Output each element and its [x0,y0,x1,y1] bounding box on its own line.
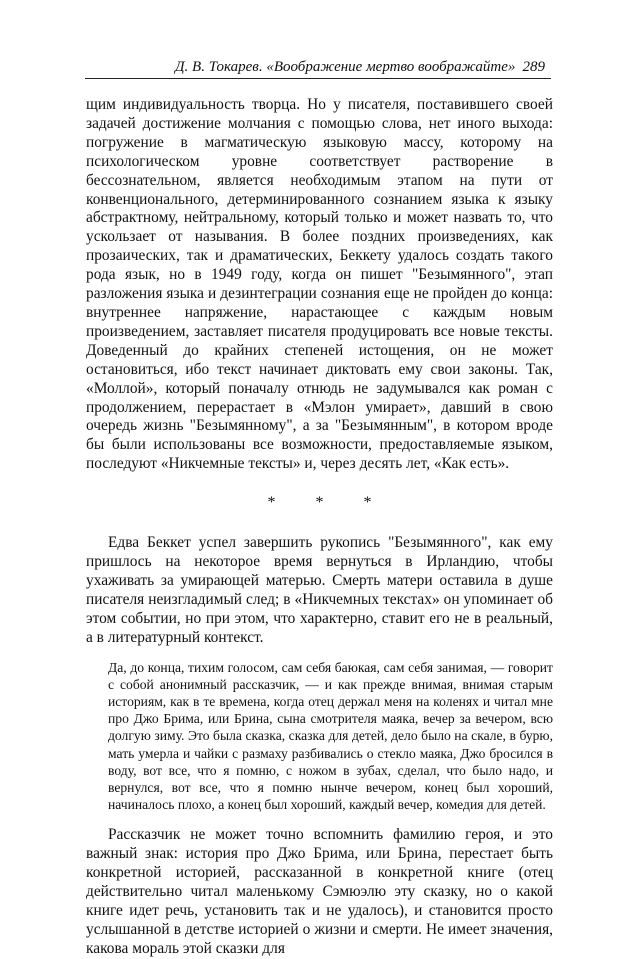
page-number: 289 [522,59,545,75]
paragraph-2: Едва Беккет успел завершить рукопись "Безымянного", как ему пришлось на некоторое время вернуться в Ирландию, чтобы ухаживать за умирающей матерью. Смерть матери оставила в душе писателя неизгладимый след; в «Никчемных текстах» он упоминает об этом событии, но при этом, что характерно, ставит его не в реальный, а в литературный контекст. [86,534,553,646]
block-quote: Да, до конца, тихим голосом, сам себя баюкая, сам себя занимая, — говорит с собой анонимный рассказчик, — и как прежде внимая, внимая старым историям, как в те времена, когда отец держал меня на коленях и читал мне про Джо Брима, или Брина, сына смотрителя маяка, вечер за вечером, всю долгую зиму. Это была сказка, сказка для детей, дело было на скале, в бурю, мать умерла и чайки с размаху разбивались о стекло маяка, Джо бросился в воду, вот все, что я помню, с ножом в зубах, сделал, что было надо, и вернулся, вот все, что я помню нынче вечером, конец был хороший, начиналось плохо, а конец был хороший, каждый вечер, комедия для детей. [108,659,553,813]
body-text [86,96,553,959]
running-head [85,56,551,79]
paragraph-3: Рассказчик не может точно вспомнить фамилию героя, и это важный знак: история про Джо Брима, или Брина, перестает быть конкретной историей, рассказанной в конкретной книге (отец действительно читал маленькому Сэмюэлю эту сказку, но о какой книге идет речь, установить так и не удалось), и становится просто услышанной в детстве историей о жизни и смерти. Не имеет значения, какова мораль этой сказки для [86,826,553,957]
running-title: Д. В. Токарев. «Воображение мертво воображайте» [175,59,516,75]
paragraph-1: щим индивидуальность творца. Но у писателя, поставившего своей задачей достижение молчания с помощью слова, нет иного выхода: погружение в магматическую языковую массу, которому на психологическом уровне соответствует растворение в бессознательном, является необходимым этапом на пути от конвенционального, детерминированного сознанием языка к языку абстрактному, нейтральному, который только и может назвать то, что ускользает от называния. В более поздних произведениях, как прозаических, так и драматических, Беккету удалось создать такого рода язык, но в 1949 году, когда он пишет "Безымянного", этап разложения языка и дезинтеграции сознания еще не пройден до конца: внутреннее напряжение, нарастающее с каждым новым произведением, заставляет писателя продуцировать все новые тексты. Доведенный до крайних степеней истощения, он не может остановиться, ибо текст начинает диктовать ему свои законы. Так, «Моллой», который поначалу отнюдь не задумывался как роман с продолжением, перерастает в «Мэлон умирает», давший в свою очередь жизнь "Безымянному", а за "Безымянным", в котором вроде бы были использованы все возможности, предоставляемые языком, последуют «Никчемные тексты» и, через десять лет, «Как есть». [86,96,553,473]
section-break-asterisks: * * * [267,494,390,512]
